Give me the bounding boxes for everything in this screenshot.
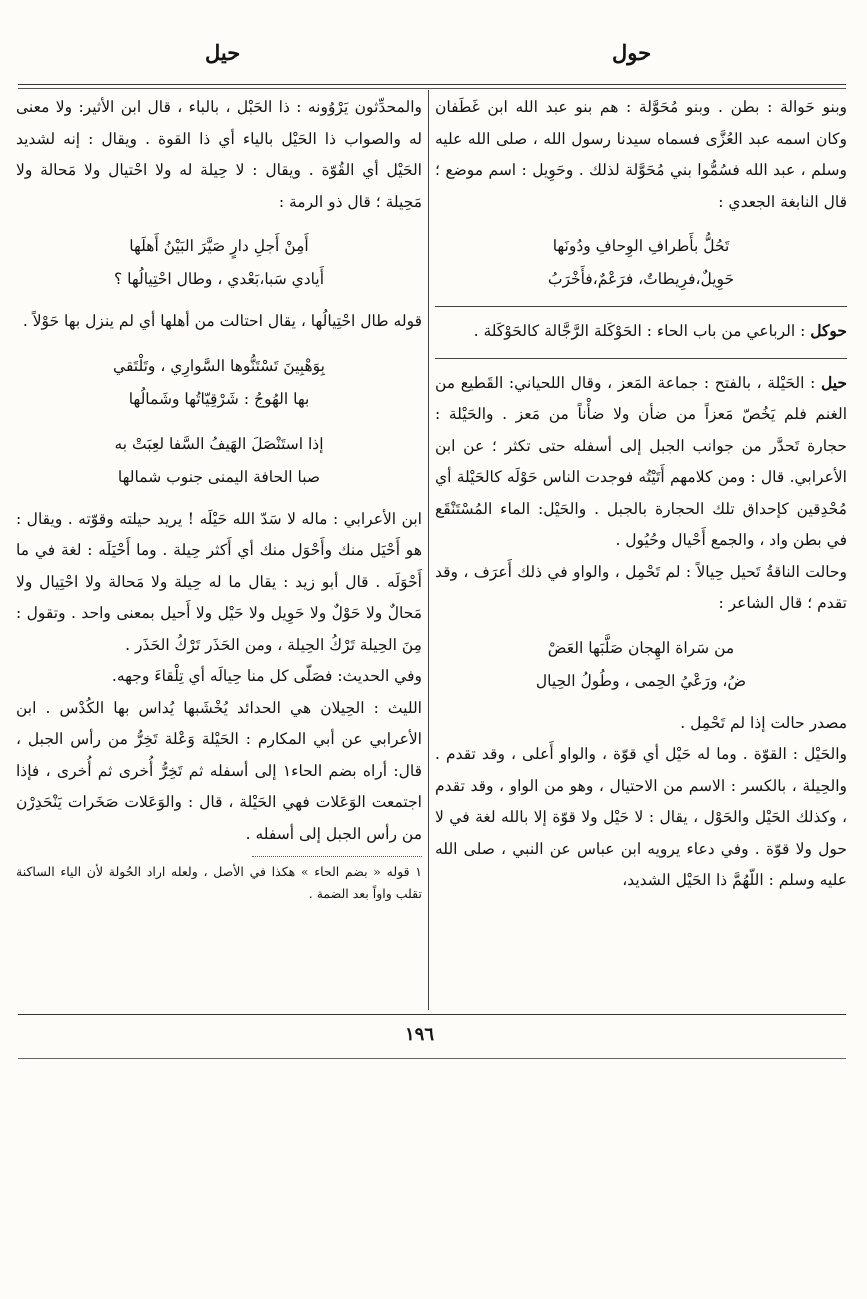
page-number: ١٩٦ — [405, 1024, 435, 1045]
paragraph: قوله طال احْتِيالُها ، يقال احتالت من أهلها أي لم ينزل بها حَوْلاً . — [22, 312, 422, 330]
footer-rule-lower — [18, 1058, 846, 1059]
entry-headword: حوكل — [810, 321, 847, 340]
right-column — [435, 92, 847, 1012]
verse-line: حَوِيلٌ،فرِيطاتٌ، فرَعْمٌ،فأَخْرَبُ — [547, 270, 735, 288]
verse-line: ضُ، ورَعْيُ الحِمى ، وطُولُ الحِيال — [535, 671, 747, 690]
verse-line: من سَراة الهِجان صَلَّبَها العَضْ — [547, 638, 735, 657]
paragraph: ابن الأعرابي : ماله لا سَدّ الله حَيْلَه ! يريد حيلته وقوّته . ويقال : هو أَحْيَل منك وأَحْوَل منك أي أَكثر حِيلة . وما أَحْيَلَه : لغة في ما أَحْوَلَه . قال أبو زيد : يقال ما له حِيلة ولا مَحالة ولا احْتِيال ولا مَحالٌ ولا حَوْلٌ ولا حَوِيل ولا حَيْل ولا أَحيل بمعنى واحد . وتقول : مِنَ الحِيلة تَرْكُ الحِيلة ، ومن الحَذَر تَرْكُ الحَذَر . — [16, 509, 422, 654]
footer-rule — [18, 1014, 846, 1015]
verse-line: صبا الحافة اليمنى جنوب شمالها — [117, 467, 321, 486]
page-header-right-word: حول — [612, 40, 652, 65]
left-column — [16, 92, 422, 1012]
entry-separator — [435, 358, 847, 359]
entry-text: : الحَيْلة ، بالفتح : جماعة المَعز ، وقال اللحياني: القَطيع من الغنم فلم يَخُصّ مَعزاً من ضأن ولا ضأْناً من مَعز . والحَيْلة : حجارة تَحدَّر من جوانب الجبل إلى أسفله حتى تكثر ؛ عن ابن الأعرابي. قال : ومن كلامهم أَتَيْتُه فوجدت الناس حَوْلَه كالحَيْلة أي مُحْدِقين كإحداق تلك الحجارة بالجبل . والحَيْل: الماء المُسْتَنْقَع في بطن واد ، والجمع أَحْيال وحُيُول . — [435, 373, 847, 549]
verse-line: بها الهُوجُ : شَرْقِيّاتُها وشَمالُها — [128, 389, 310, 408]
header-rule-secondary — [18, 88, 846, 89]
paragraph: وحالت الناقةُ تَحيل حِيالاً : لم تَحْمِل ، والواو في ذلك أَعرَف ، وقد تقدم ؛ قال الشاعر : — [435, 562, 847, 612]
column-divider — [428, 90, 429, 1010]
page-header-left-word: حيل — [205, 40, 241, 65]
entry-headword: حيل — [821, 372, 847, 392]
poem-verse — [435, 632, 847, 698]
paragraph: وبنو حَوالة : بطن . وبنو مُحَوَّلة : هم بنو عبد الله ابن غَطَفان وكان اسمه عبد العُزَّى فسماه سيدنا رسول الله ، صلى الله عليه وسلم ، عبد الله فسُمُّوا بني مُحَوَّلة لذلك . وحَوِيل : اسم موضع ؛ قال النابغة الجعدي : — [435, 98, 847, 211]
verse-line: تَحُلُّ بأَطرافِ الوِحافِ ودُونَها — [552, 237, 730, 255]
verse-line: أَيادي سَبا،بَعْدي ، وطال احْتِيالُها ؟ — [113, 270, 325, 288]
paragraph — [435, 367, 847, 557]
header-rule — [18, 84, 846, 85]
paragraph: وفي الحديث: فصَلّى كل منا حِيالَه أي تِلْقاءَ وجهه. — [111, 667, 422, 685]
paragraph: الليث : الحِيلان هي الحدائد يُخْشَبها يُداس بها الكُدْس . ابن الأعرابي عن أبي المكارم : الحَيْلة وَعْلة تَخِرُّ من رأس الجبل ، قال: أراه بضم الحاء١ إلى أسفله ثم تَخِرُّ أُخرى ثم أُخرى ، فإذا اجتمعت الوَعَلات فهي الحَيْلة ، قال : والوَعَلات صَخَرات يَنْحَدِرْن من رأس الجبل إلى أسفله . — [16, 698, 422, 843]
poem-verse — [435, 230, 847, 296]
paragraph: مصدر حالت إذا لم تَحْمِل . — [680, 713, 847, 732]
verse-line: بِوَهْبِينَ تَسْتَنُّوها السَّوارِي ، وتَلْتَقي — [113, 356, 325, 375]
entry-text: : الرباعي من باب الحاء : الحَوْكَلة الرَّجَّالة كالحَوْكَلة . — [473, 322, 806, 340]
poem-verse — [16, 350, 422, 416]
verse-line: إذا استَنْصَلَ الهَيفُ السَّفا لعِبَتْ به — [114, 434, 324, 453]
footnote-rule — [252, 856, 422, 857]
paragraph: والمحدِّثون يَرْوُونه : ذا الحَبْل ، بالباء ، قال ابن الأثير: ولا معنى له والصواب ذا الحَيْل بالياء أي ذا القوة . ويقال : إنه لشديد الحَيْل أي القُوّة . ويقال : لا حِيلة له ولا احْتيال ولا مَحالة ولا مَحِيلة ؛ قال ذو الرمة : — [16, 98, 422, 211]
footnote: ١ قوله « بضم الحاء » هكذا في الأصل ، ولعله اراد الحُولة لأن الياء الساكنة تقلب واواً بعد الضمة . — [16, 864, 422, 901]
poem-verse — [16, 428, 422, 494]
poem-verse — [16, 230, 422, 296]
entry-separator — [435, 306, 847, 307]
paragraph: والحَيْل : القوّة . وما له حَيْل أي قوّة ، والواو أَعلى ، وقد تقدم . والحِيلة ، بالكسر : الاسم من الاحتيال ، وهو من الواو ، وقد تقدم ، وكذلك الحَيْل والحَوْل ، يقال : لا حَيْل ولا قوّة إلا بالله لغة في لا حول ولا قوّة . وفي دعاء يرويه ابن عباس عن النبي ، صلى الله عليه وسلم : اللّهُمَّ ذا الحَيْل الشديد، — [435, 745, 847, 889]
paragraph — [435, 315, 847, 348]
verse-line: أَمِنْ أَجلِ دارٍ صَيَّرَ البَيْنُ أَهلَها — [129, 237, 309, 255]
